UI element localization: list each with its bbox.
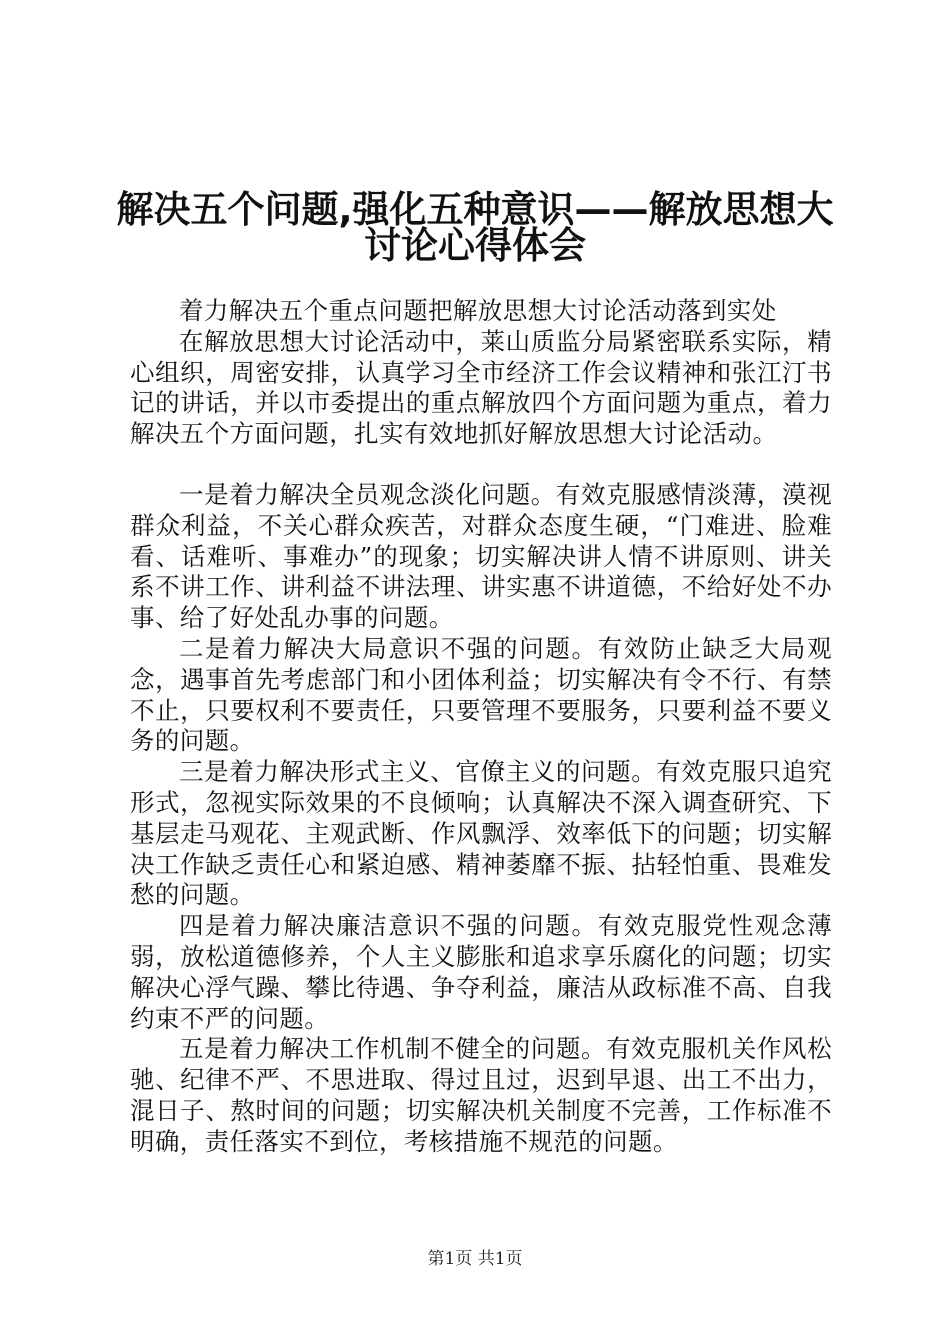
document-title-line2: 讨论心得体会 xyxy=(364,224,586,267)
point-five-paragraph: 五是着力解决工作机制不健全的问题。有效克服机关作风松驰、纪律不严、不思进取、得过且过，迟到早退、出工不出力，混日子、熬时间的问题；切实解决机关制度不完善，工作标准不明确，责任落实不到位，考核措施不规范的问题。 xyxy=(130,1034,832,1156)
document-title-line1: 解决五个问题,强化五种意识——解放思想大 xyxy=(116,188,834,231)
page-footer: 第1页 共1页 xyxy=(427,1249,523,1269)
point-two-paragraph: 二是着力解决大局意识不强的问题。有效防止缺乏大局观念，遇事首先考虑部门和小团体利益；切实解决有令不行、有禁不止，只要权利不要责任，只要管理不要服务，只要利益不要义务的问题。 xyxy=(130,633,832,756)
document-body xyxy=(130,296,832,1158)
paragraph-spacer xyxy=(130,450,832,480)
point-one-paragraph: 一是着力解决全员观念淡化问题。有效克服感情淡薄，漠视群众利益，不关心群众疾苦，对群众态度生硬，“门难进、脸难看、话难听、事难办”的现象；切实解决讲人情不讲原则、讲关系不讲工作、讲利益不讲法理、讲实惠不讲道德，不给好处不办事、给了好处乱办事的问题。 xyxy=(130,479,832,633)
intro-paragraph: 在解放思想大讨论活动中，莱山质监分局紧密联系实际，精心组织，周密安排，认真学习全市经济工作会议精神和张江汀书记的讲话，并以市委提出的重点解放四个方面问题为重点，着力解决五个方面问题，扎实有效地抓好解放思想大讨论活动。 xyxy=(130,326,832,449)
point-three-paragraph: 三是着力解决形式主义、官僚主义的问题。有效克服只追究形式，忽视实际效果的不良倾响；认真解决不深入调查研究、下基层走马观花、主观武断、作风飘浮、效率低下的问题；切实解决工作缺乏责任心和紧迫感、精神萎靡不振、拈轻怕重、畏难发愁的问题。 xyxy=(130,757,832,910)
subtitle-paragraph: 着力解决五个重点问题把解放思想大讨论活动落到实处 xyxy=(179,296,777,325)
point-four-paragraph: 四是着力解决廉洁意识不强的问题。有效克服党性观念薄弱，放松道德修养，个人主义膨胀和追求享乐腐化的问题；切实解决心浮气躁、攀比待遇、争夺利益，廉洁从政标准不高、自我约束不严的问题。 xyxy=(130,911,832,1033)
